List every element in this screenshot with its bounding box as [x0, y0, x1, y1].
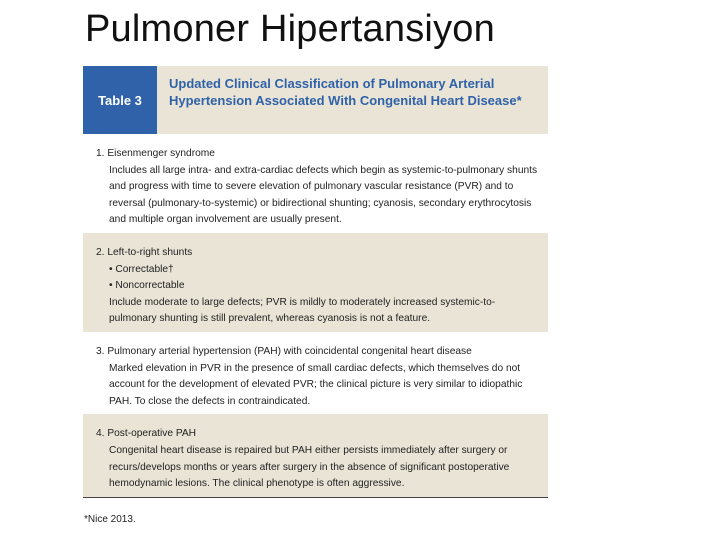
row-description: Includes all large intra- and extra-cardiac defects which begin as systemic-to-pulmonary shunts and progress with time to severe elevation of pulmonary vascular resistance (PVR) and to reversal (pulmonary-to-systemic) or bidirectional shunting; cyanosis, secondary erythrocytosis and multiple organ involvement are usually present. [109, 164, 538, 226]
classification-table [83, 66, 548, 498]
table-header [83, 66, 548, 134]
row-description: Include moderate to large defects; PVR is mildly to moderately increased systemic-to-pulmonary shunting is still prevalent, whereas cyanosis is not a feature. [109, 296, 496, 325]
table-body [83, 134, 548, 498]
table-title: Updated Clinical Classification of Pulmonary Arterial Hypertension Associated With Congenital Heart Disease* [169, 76, 522, 108]
row-title: 3. Pulmonary arterial hypertension (PAH) with coincidental congenital heart disease [96, 345, 472, 357]
row-description: Congenital heart disease is repaired but PAH either persists immediately after surgery or recurs/develops months or years after surgery in the absence of significant postoperative hemodynamic lesions. The clinical phenotype is often aggressive. [109, 444, 510, 490]
table-row [83, 134, 548, 233]
row-title: 2. Left-to-right shunts [96, 246, 193, 258]
table-row [83, 414, 548, 496]
row-title: 4. Post-operative PAH [96, 428, 197, 440]
row-description: Marked elevation in PVR in the presence of small cardiac defects, which themselves do not account for the development of elevated PVR; the clinical picture is very similar to idiopathic PAH. To close the defects in contraindicated. [109, 362, 523, 407]
table-row [83, 332, 548, 414]
row-bullet-list [96, 262, 538, 295]
row-title: 1. Eisenmenger syndrome [96, 148, 215, 159]
row-bullet-item: • Correctable† [109, 263, 174, 275]
table-row [83, 233, 548, 332]
slide-title: Pulmoner Hipertansiyon [85, 8, 495, 50]
row-bullet-item: • Noncorrectable [109, 280, 185, 292]
table-label: Table 3 [83, 66, 157, 134]
table-footnote: *Nice 2013. [84, 514, 136, 525]
